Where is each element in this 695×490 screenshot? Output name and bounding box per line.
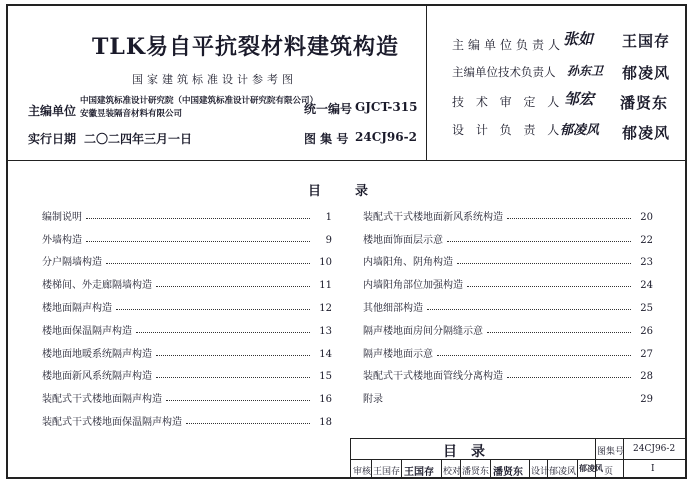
toc-heading: 目录: [308, 184, 403, 199]
editor-label: 主编单位: [28, 104, 77, 118]
page-value: I: [651, 464, 655, 474]
role-tech-chief: 主编单位技术负责人: [452, 65, 556, 79]
toc-entry-page: 20: [640, 211, 653, 223]
check-name: 潘贤东: [462, 467, 490, 477]
toc-entry-page: 11: [319, 280, 332, 292]
stamp-1: 王国存: [622, 32, 671, 50]
toc-entry-name: 楼梯间、外走廊隔墙构造: [42, 280, 152, 292]
toc-entry-page: 25: [640, 302, 653, 314]
stamp-3: 潘贤东: [620, 94, 669, 112]
signature-2: 孙东卫: [567, 64, 604, 78]
toc-entry-name: 装配式干式楼地面新风系统构造: [363, 211, 503, 223]
toc-entry-name: 分户隔墙构造: [42, 257, 102, 269]
date-label: 实行日期: [28, 132, 77, 146]
toc-entry-name: 楼地面新风系统隔声构造: [42, 371, 152, 383]
toc-entry-page: 22: [640, 234, 653, 246]
titleblock-atlas-value: 24CJ96-2: [633, 444, 676, 454]
toc-entry[interactable]: [363, 291, 653, 314]
toc-entry-name: 楼地面保温隔声构造: [42, 325, 132, 337]
header-bottom-line: [6, 160, 687, 161]
toc-entry-page: 26: [640, 325, 653, 337]
toc-entry[interactable]: [363, 360, 653, 383]
toc-entry-page: 14: [319, 348, 332, 360]
toc-entry-page: 13: [319, 325, 332, 337]
toc-entry-name: 隔声楼地面房间分隔缝示意: [363, 325, 483, 337]
toc-entry[interactable]: [363, 223, 653, 246]
toc-entry-page: 1: [325, 211, 332, 223]
toc-entry-name: 编制说明: [42, 211, 82, 223]
toc-entry-page: 29: [640, 394, 653, 406]
titleblock-heading: 目录: [443, 444, 499, 460]
signature-3: 邹宏: [564, 90, 595, 108]
toc-entry-name: 内墙阳角部位加强构造: [363, 280, 463, 292]
toc-entry-name: 隔声楼地面示意: [363, 348, 433, 360]
toc-entry[interactable]: [42, 291, 332, 314]
date-value: 二〇二四年三月一日: [84, 132, 193, 146]
toc-entry[interactable]: [42, 314, 332, 337]
toc-entry-name: 其他细部构造: [363, 302, 423, 314]
toc-entry[interactable]: [42, 246, 332, 269]
editor-line-1: 中国建筑标准设计研究院（中国建筑标准设计研究院有限公司）: [80, 96, 319, 106]
toc-entry[interactable]: [363, 200, 653, 223]
toc-entry-page: 27: [640, 348, 653, 360]
titleblock-atlas-label: 图集号: [597, 447, 625, 457]
check-sign: 潘贤东: [493, 467, 523, 478]
role-chief-unit: 主编单位负责人: [452, 38, 565, 52]
toc-entry[interactable]: [363, 382, 653, 405]
role-design-lead: 设 计 负 责 人: [452, 123, 564, 137]
editor-line-2: 安徽昱装隔音材料有限公司: [80, 109, 183, 119]
toc-entry-name: 内墙阳角、阴角构造: [363, 257, 453, 269]
toc-entry-page: 16: [319, 394, 332, 406]
code-value: GJCT-315: [355, 100, 418, 114]
toc-entry-name: 楼地面隔声构造: [42, 302, 112, 314]
toc-entry-name: 附录: [363, 394, 383, 406]
toc-entry-page: 15: [319, 371, 332, 383]
toc-entry-page: 23: [640, 257, 653, 269]
toc-entry-page: 18: [319, 416, 332, 428]
role-tech-reviewer: 技 术 审 定 人: [452, 95, 564, 109]
toc-entry[interactable]: [363, 314, 653, 337]
title-block: [350, 438, 687, 479]
toc-entry-page: 24: [640, 280, 653, 292]
toc-entry[interactable]: [363, 246, 653, 269]
toc-entry-page: 10: [319, 257, 332, 269]
toc-entry[interactable]: [42, 268, 332, 291]
signature-1: 张如: [563, 30, 594, 48]
design-sign: 郁凌风: [579, 463, 603, 473]
toc-entry-name: 楼地面地暖系统隔声构造: [42, 348, 152, 360]
toc-entry-page: 28: [640, 371, 653, 383]
atlas-number-value: 24CJ96-2: [355, 130, 417, 144]
design-label: 设计: [531, 467, 550, 477]
toc-entry-page: 9: [325, 234, 332, 246]
atlas-subtitle: 国家建筑标准设计参考图: [132, 73, 297, 86]
toc-entry[interactable]: [42, 337, 332, 360]
page-label: 页: [604, 467, 614, 477]
code-label: 统一编号: [304, 102, 353, 116]
toc-entry-name: 外墙构造: [42, 234, 82, 246]
header-divider: [426, 4, 427, 161]
audit-name: 王国存: [373, 467, 401, 477]
atlas-title: TLK易自平抗裂材料建筑构造: [92, 34, 399, 60]
audit-sign: 王国存: [404, 467, 434, 478]
signature-4: 郁凌风: [560, 123, 600, 138]
toc-entry[interactable]: [363, 268, 653, 291]
stamp-4: 郁凌风: [622, 124, 671, 142]
toc-entry[interactable]: [42, 200, 332, 223]
stamp-2: 郁凌风: [622, 64, 671, 82]
toc-entry-page: 12: [319, 302, 332, 314]
toc-entry[interactable]: [42, 223, 332, 246]
toc-entry-name: 装配式干式楼地面隔声构造: [42, 394, 162, 406]
audit-label: 审核: [353, 467, 372, 477]
check-label: 校对: [443, 467, 462, 477]
toc-entry[interactable]: [42, 382, 332, 405]
toc-entry[interactable]: [363, 337, 653, 360]
toc-entry-name: 楼地面饰面层示意: [363, 234, 443, 246]
toc-entry-name: 装配式干式楼地面保温隔声构造: [42, 416, 182, 428]
toc-entry[interactable]: [42, 360, 332, 383]
toc-entry[interactable]: [42, 405, 332, 428]
toc-left-column: [42, 200, 332, 428]
atlas-number-label: 图 集 号: [304, 132, 349, 146]
design-name: 郁凌风: [549, 467, 577, 477]
toc-entry-name: 装配式干式楼地面管线分离构造: [363, 371, 503, 383]
toc-right-column: [363, 200, 653, 405]
